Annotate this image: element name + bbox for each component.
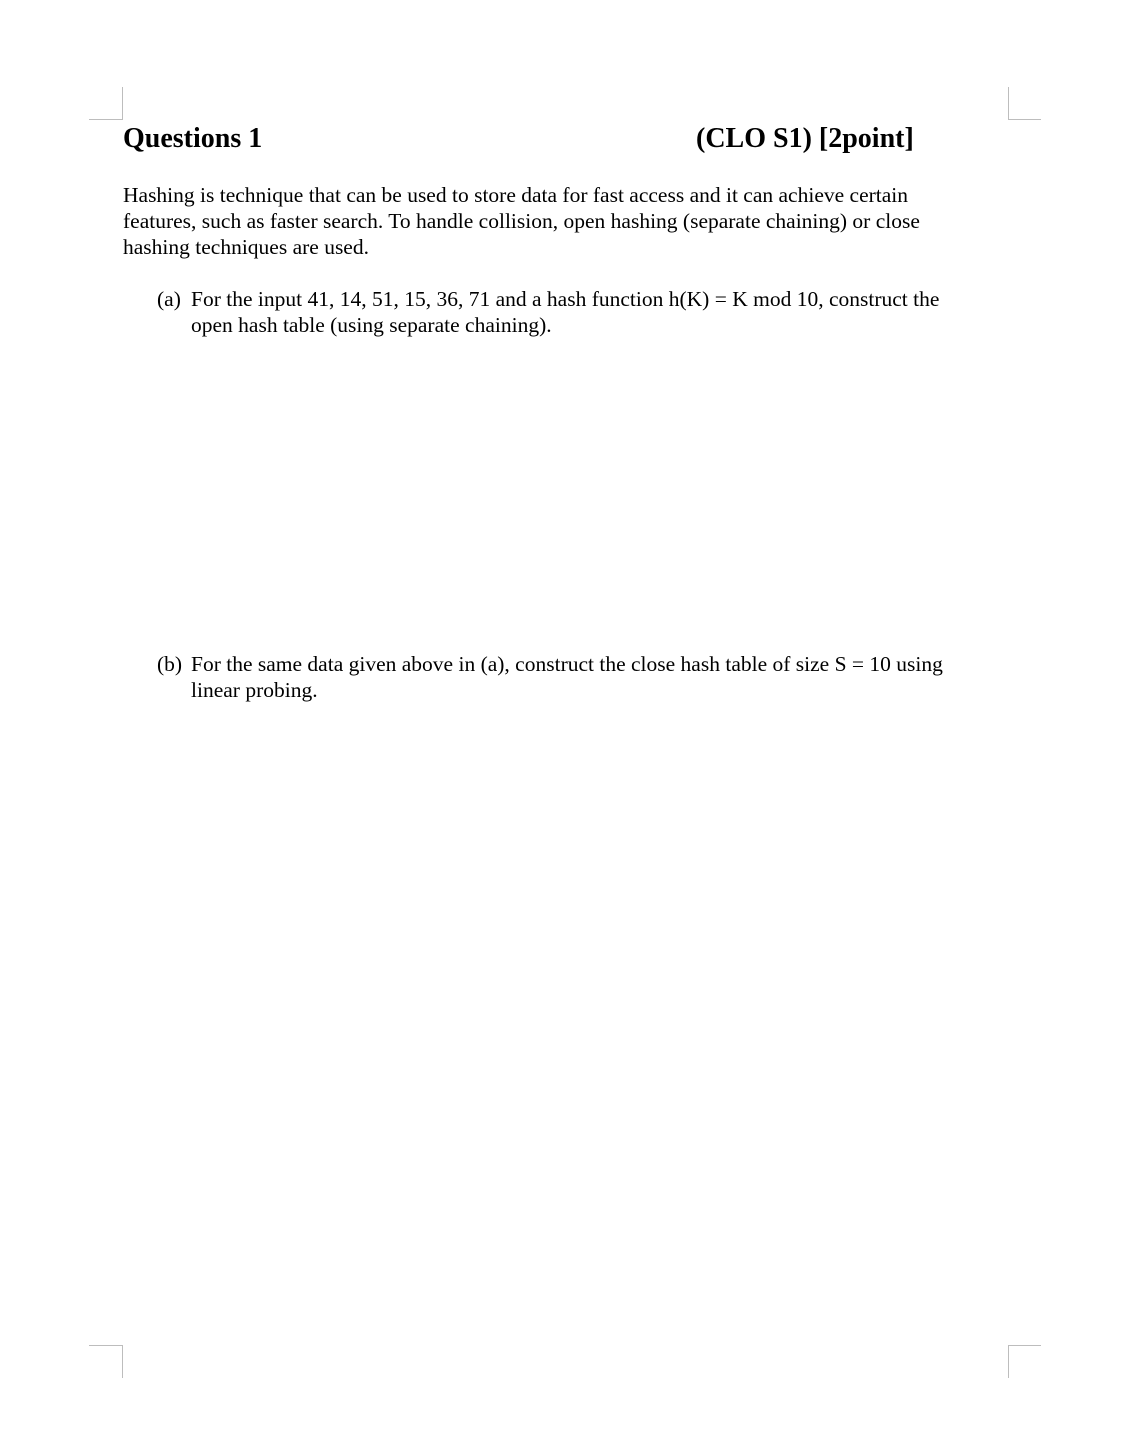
intro-line: features, such as faster search. To handle collision, open hashing (separate chaining) or close	[123, 209, 920, 233]
intro-paragraph	[123, 182, 993, 260]
question-part-a	[157, 286, 997, 338]
intro-line: hashing techniques are used.	[123, 235, 369, 259]
crop-mark-bottom-right-v	[1008, 1345, 1009, 1378]
clo-points-label: (CLO S1) [2point]	[696, 123, 914, 154]
crop-mark-top-left-h	[89, 119, 122, 120]
part-b-line: linear probing.	[191, 678, 318, 702]
part-b-text	[191, 651, 997, 703]
crop-mark-top-left-v	[122, 87, 123, 120]
crop-mark-top-right-h	[1008, 119, 1041, 120]
question-part-b	[157, 651, 997, 703]
part-a-marker: (a)	[157, 287, 181, 311]
part-a-text	[191, 286, 997, 338]
part-a-line: For the input 41, 14, 51, 15, 36, 71 and a hash function h(K) = K mod 10, construct the	[191, 287, 940, 311]
crop-mark-top-right-v	[1008, 87, 1009, 120]
crop-mark-bottom-right-h	[1008, 1345, 1041, 1346]
part-b-line: For the same data given above in (a), construct the close hash table of size S = 10 using	[191, 652, 943, 676]
part-a-line: open hash table (using separate chaining).	[191, 313, 552, 337]
question-title: Questions 1	[123, 123, 263, 154]
crop-mark-bottom-left-v	[122, 1345, 123, 1378]
part-b-marker: (b)	[157, 652, 183, 676]
intro-line: Hashing is technique that can be used to store data for fast access and it can achieve certain	[123, 183, 909, 207]
crop-mark-bottom-left-h	[89, 1345, 122, 1346]
